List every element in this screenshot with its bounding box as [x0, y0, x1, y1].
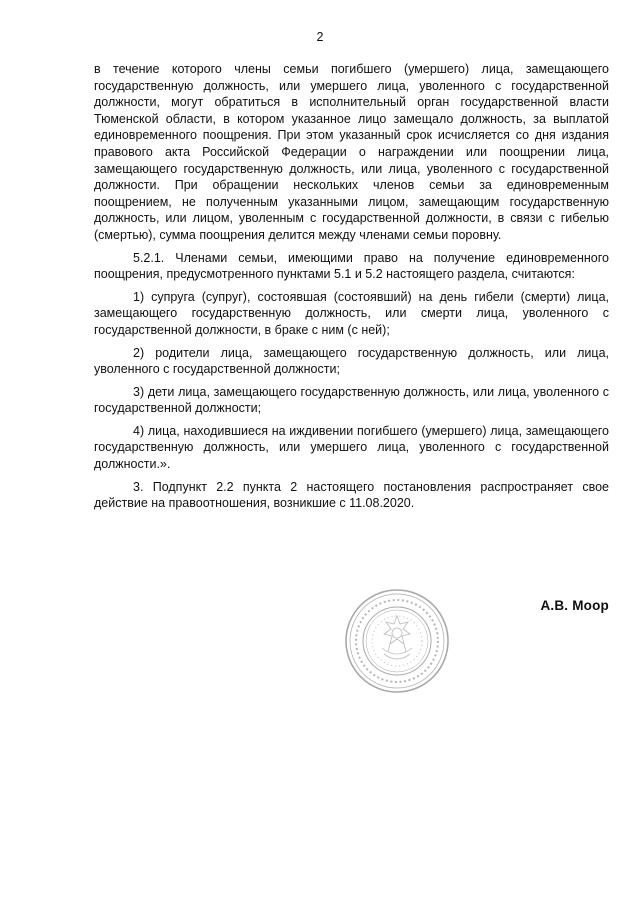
paragraph-item-4: 4) лица, находившиеся на иждивении погибшего (умершего) лица, замещающего государственную должность, или умершего лица, уволенного с государственной должности.». — [94, 423, 609, 472]
paragraph-continuation: в течение которого члены семьи погибшего (умершего) лица, замещающего государственную должность, или умершего лица, уволенного с государственной должности, могут обратиться в исполнительный орган государственной власти Тюменской области, в котором указанное лицо замещало должность, за выплатой единовременного поощрения. При этом указанный срок исчисляется со дня издания правового акта Российской Федерации о награждении или поощрении лица, замещающего государственную должность, или лица, уволенного с государственной должности. При обращении нескольких членов семьи за единовременным поощрением, не полученным указанными лицом, замещающим государственную должность, или лицом, уволенным с государственной должности, в связи с гибелью (смертью), сумма поощрения делится между членами семьи поровну. — [94, 62, 609, 242]
paragraph-5-2-1: 5.2.1. Членами семьи, имеющими право на получение единовременного поощрения, предусмотренного пунктами 5.1 и 5.2 настоящего раздела, считаются: — [94, 250, 609, 282]
page-number: 2 — [316, 30, 324, 44]
paragraph-3: 3. Подпункт 2.2 пункта 2 настоящего постановления распространяет свое действие на правоотношения, возникшие с 11.08.2020. — [94, 479, 609, 511]
official-seal-icon — [344, 588, 450, 694]
document-body — [94, 61, 609, 518]
signature-name: А.В. Моор — [540, 598, 609, 613]
paragraph-item-1: 1) супруга (супруг), состоявшая (состоявший) на день гибели (смерти) лица, замещающего государственную должность, или смерти лица, уволенного с государственной должности, в браке с ним (с ней); — [94, 289, 609, 337]
paragraph-item-3: 3) дети лица, замещающего государственную должность, или лица, уволенного с государственной должности; — [94, 384, 609, 416]
paragraph-item-2: 2) родители лица, замещающего государственную должность, или лица, уволенного с государственной должности; — [94, 345, 609, 377]
